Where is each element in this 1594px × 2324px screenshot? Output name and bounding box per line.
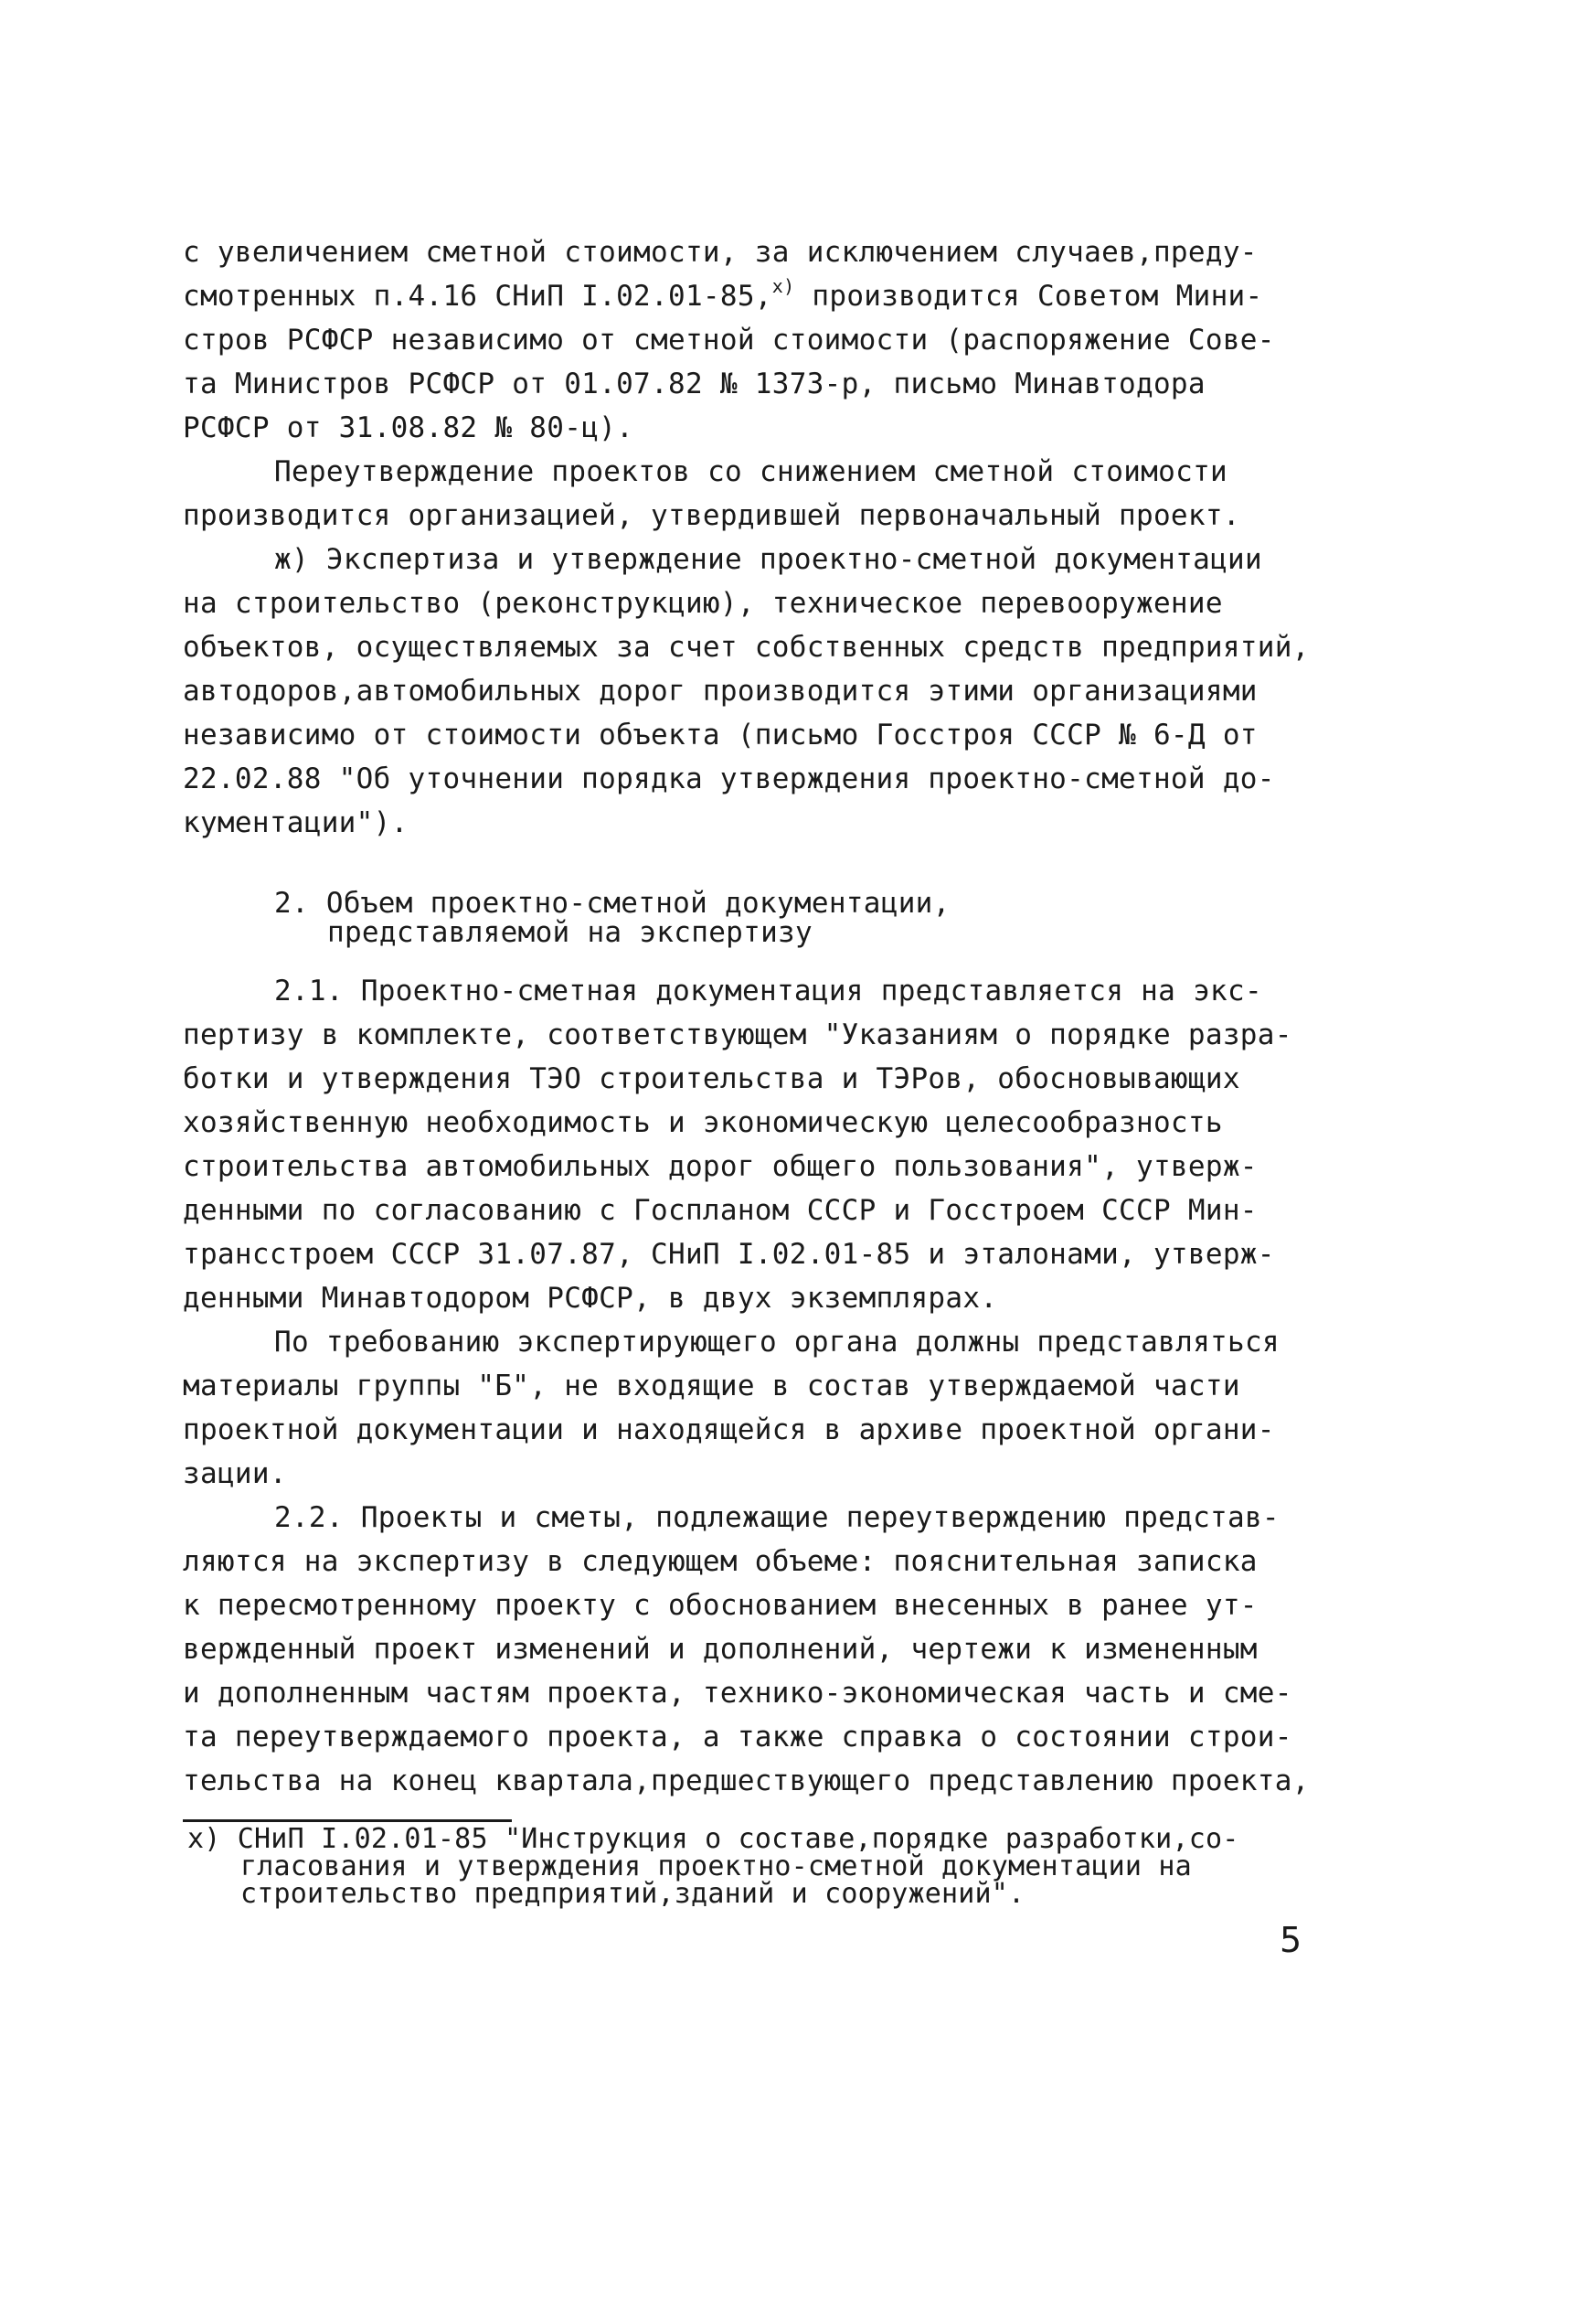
- section-line-3: ботки и утверждения ТЭО строительства и ТЭРов, обосновывающих: [183, 1062, 1240, 1095]
- footnote-marker: х): [771, 275, 795, 297]
- section-line-19: тельства на конец квартала,предшествующего представлению проекта,: [183, 1764, 1310, 1797]
- body-line-2: [183, 275, 1263, 314]
- footnote-line-1: х) СНиП I.02.01-85 "Инструкция о составе,порядке разработки,со-: [187, 1823, 1239, 1855]
- section-heading-line-1: 2. Объем проектно-сметной документации,: [274, 887, 951, 920]
- body-line-10: объектов, осуществляемых за счет собственных средств предприятий,: [183, 631, 1310, 664]
- section-line-8: денными Минавтодором РСФСР, в двух экземплярах.: [183, 1282, 998, 1315]
- section-heading-line-2: представляемой на экспертизу: [327, 916, 813, 949]
- section-line-7: трансстроем СССР 31.07.87, СНиП I.02.01-85 и эталонами, утверж-: [183, 1238, 1275, 1271]
- body-line-14: кументации").: [183, 806, 409, 839]
- body-line-1: с увеличением сметной стоимости, за исключением случаев,преду-: [183, 236, 1258, 269]
- body-line-5: РСФСР от 31.08.82 № 80-ц).: [183, 411, 634, 444]
- section-line-16: вержденный проект изменений и дополнений, чертежи к измененным: [183, 1633, 1258, 1666]
- section-line-5: строительства автомобильных дорог общего пользования", утверж-: [183, 1150, 1258, 1183]
- section-line-6: денными по согласованию с Госпланом СССР и Госстроем СССР Мин-: [183, 1194, 1258, 1227]
- section-line-11: проектной документации и находящейся в архиве проектной органи-: [183, 1413, 1275, 1446]
- page-number: 5: [1280, 1920, 1302, 1960]
- footnote-line-2: гласования и утверждения проектно-сметной документации на: [240, 1850, 1192, 1882]
- section-line-12: зации.: [183, 1457, 287, 1490]
- body-line-13: 22.02.88 "Об уточнении порядка утверждения проектно-сметной до-: [183, 762, 1275, 795]
- section-line-10: материалы группы "Б", не входящие в состав утверждаемой части: [183, 1370, 1240, 1402]
- body-line-9: на строительство (реконструкцию), техническое перевооружение: [183, 587, 1223, 620]
- body-line-12: независимо от стоимости объекта (письмо Госстроя СССР № 6-Д от: [183, 719, 1258, 752]
- body-line-2-head: смотренных п.4.16 СНиП I.02.01-85,: [183, 280, 772, 313]
- body-line-4: та Министров РСФСР от 01.07.82 № 1373-р, письмо Минавтодора: [183, 368, 1206, 400]
- body-line-2-tail: производится Советом Мини-: [794, 280, 1263, 313]
- footnote-line-3: строительство предприятий,зданий и сооружений".: [240, 1878, 1025, 1910]
- section-line-17: и дополненным частям проекта, технико-экономическая часть и сме-: [183, 1677, 1292, 1710]
- section-line-9: По требованию экспертирующего органа должны представляться: [274, 1326, 1280, 1359]
- footnote-rule: [183, 1819, 512, 1822]
- section-line-13: 2.2. Проекты и сметы, подлежащие переутверждению представ-: [274, 1501, 1280, 1534]
- section-line-15: к пересмотренному проекту с обоснованием внесенных в ранее ут-: [183, 1589, 1258, 1622]
- body-line-3: стров РСФСР независимо от сметной стоимости (распоряжение Сове-: [183, 324, 1275, 357]
- section-line-14: ляются на экспертизу в следующем объеме: пояснительная записка: [183, 1545, 1258, 1578]
- body-line-7: производится организацией, утвердившей первоначальный проект.: [183, 499, 1240, 532]
- section-line-4: хозяйственную необходимость и экономическую целесообразность: [183, 1106, 1223, 1139]
- section-line-2: пертизу в комплекте, соответствующем "Указаниям о порядке разра-: [183, 1018, 1292, 1051]
- section-line-18: та переутверждаемого проекта, а также справка о состоянии строи-: [183, 1721, 1292, 1754]
- section-line-1: 2.1. Проектно-сметная документация представляется на экс-: [274, 975, 1262, 1007]
- body-line-8: ж) Экспертиза и утверждение проектно-сметной документации: [274, 543, 1262, 576]
- body-line-6: Переутверждение проектов со снижением сметной стоимости: [274, 455, 1227, 488]
- body-line-11: автодоров,автомобильных дорог производится этими организациями: [183, 675, 1258, 708]
